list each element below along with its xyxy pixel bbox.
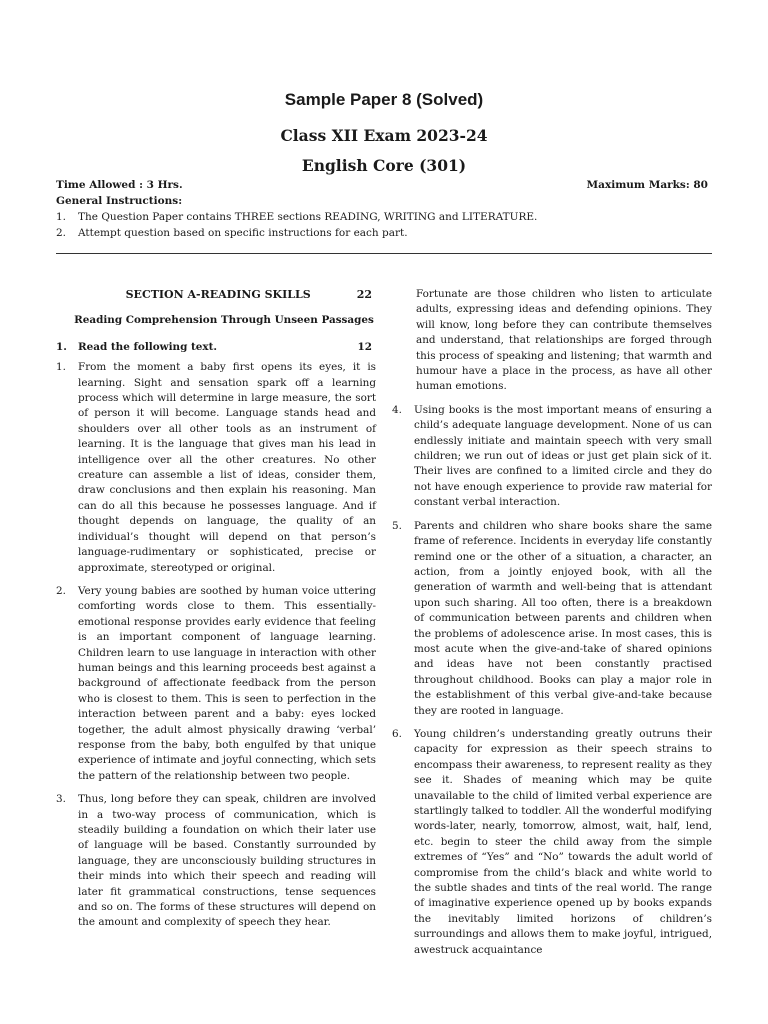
instruction-item [56, 209, 708, 225]
passage-paragraph [56, 584, 376, 784]
section-marks: 22 [356, 288, 372, 301]
passage-paragraph [392, 519, 712, 719]
question-label [56, 340, 217, 355]
general-instructions-label: General Instructions: [56, 195, 183, 207]
question-number: 1. [56, 340, 67, 353]
instruction-text: The Question Paper contains THREE sections READING, WRITING and LITERATURE. [78, 211, 538, 223]
paragraph-number: 5. [392, 519, 402, 532]
left-column [56, 287, 376, 939]
time-marks-row [56, 177, 708, 193]
instruction-item [56, 225, 708, 241]
class-exam-heading: Class XII Exam 2023-24 [280, 126, 488, 145]
maximum-marks: Maximum Marks: 80 [586, 179, 708, 191]
time-allowed: Time Allowed : 3 Hrs. [56, 179, 183, 191]
section-title: SECTION A-READING SKILLS [125, 288, 311, 301]
right-column [392, 287, 712, 966]
subject-heading: English Core (301) [301, 156, 467, 175]
passage-paragraph [56, 360, 376, 576]
paragraph-text: From the moment a baby first opens its eyes, it is learning. Sight and sensation spark off a learning process which will determine in large measure, the sort of person it will become. Language stands head and shoulders over all other tools as an instrument of learning. It is the language that gives man his lead in intelligence over all the other creatures. No other creature can assemble a list of ideas, consider them, draw conclusions and then explain his reasoning. Man can do all this because he possesses language. And if thought depends on language, the quality of an individual’s thought will depend on that person’s language-rudimentary or sophisticated, precise or approximate, stereotyped or original. [78, 361, 376, 574]
instruction-number: 2. [56, 227, 67, 239]
paragraph-number: 3. [56, 793, 66, 806]
reading-comprehension-heading: Reading Comprehension Through Unseen Passages [74, 314, 374, 327]
paragraph-text: Young children’s understanding greatly outruns their capacity for expression as their speech strains to encompass their awareness, to represent reality as they see it. Shades of meaning which may be quite unavailable to the child of limited verbal experience are startlingly talked to toddler. All the wonderful modifying words-later, nearly, tomorrow, almost, wait, half, lend, etc. begin to steer the child away from the simple extremes of “Yes” and “No” towards the adult world of compromise from the child’s black and white world to the subtle shades and tints of the real world. The range of imaginative experience opened up by books expands the inevitably limited horizons of children’s surroundings and allows them to make joyful, intrigued, awestruck acquaintance [414, 727, 712, 956]
passage-paragraph [392, 727, 712, 958]
instruction-number: 1. [56, 211, 67, 223]
paragraph-number: 4. [392, 403, 402, 416]
paragraph-number: 1. [56, 361, 66, 374]
exam-meta [56, 177, 708, 241]
paragraph-text: Thus, long before they can speak, children are involved in a two-way process of communication, which is steadily building a foundation on which their later use of language will be based. Constantly surrounded by language, they are unconsciously building structures in their minds into which their speech and reading will later fit grammatical constructions, tense sequences and so on. The forms of these structures will depend on the amount and complexity of speech they hear. [78, 793, 376, 929]
paragraph-text: Using books is the most important means of ensuring a child’s adequate language development. None of us can endlessly initiate and maintain speech with very small children; we run out of ideas or just get plain sick of it. Their lives are confined to a limited circle and they do not have enough experience to provide raw material for constant verbal interaction. [414, 403, 712, 509]
question-text: Read the following text. [78, 340, 218, 353]
paragraph-continuation: Fortunate are those children who listen to articulate adults, expressing ideas and defending opinions. They will know, long before they can contribute themselves and understand, that relationships are forged through this process of speaking and listening; that warmth and humour have a place in the process, as have all other human emotions. [416, 288, 712, 393]
paragraph-number: 6. [392, 727, 402, 740]
paper-title: Sample Paper 8 (Solved) [284, 90, 484, 109]
passage-paragraph [392, 403, 712, 511]
question-heading [56, 340, 376, 355]
passage-paragraph [56, 792, 376, 931]
paragraph-number: 2. [56, 584, 66, 597]
paragraph-text: Parents and children who share books share the same frame of reference. Incidents in everyday life constantly remind one or the other of a situation, a character, an action, from a jointly enjoyed book, with all the generation of warmth and well-being that is attendant upon such sharing. All too often, there is a breakdown of communication between parents and children when the problems of adolescence arise. In most cases, this is most acute when the give-and-take of shared opinions and ideas have not been constantly practised throughout childhood. Books can play a major role in the establishment of this verbal give-and-take because they are rooted in language. [414, 519, 712, 717]
instructions-list [56, 209, 708, 241]
question-marks: 12 [357, 340, 372, 353]
instruction-text: Attempt question based on specific instructions for each part. [78, 227, 408, 239]
section-heading [56, 287, 376, 302]
header-divider [56, 253, 712, 254]
paragraph-text: Very young babies are soothed by human voice uttering comforting words close to them. This essentially-emotional response provides early evidence that feeling is an important component of language learning. Children learn to use language in interaction with other human beings and this learning proceeds best against a background of affectionate feedback from the person who is closest to them. This is seen to perfection in the interaction between parent and a baby: eyes locked together, the adult almost physically drawing ‘verbal’ response from the baby, both engulfed by that unique experience of intimate and joyful connecting, which sets the pattern of the relationship between two people. [78, 584, 376, 782]
